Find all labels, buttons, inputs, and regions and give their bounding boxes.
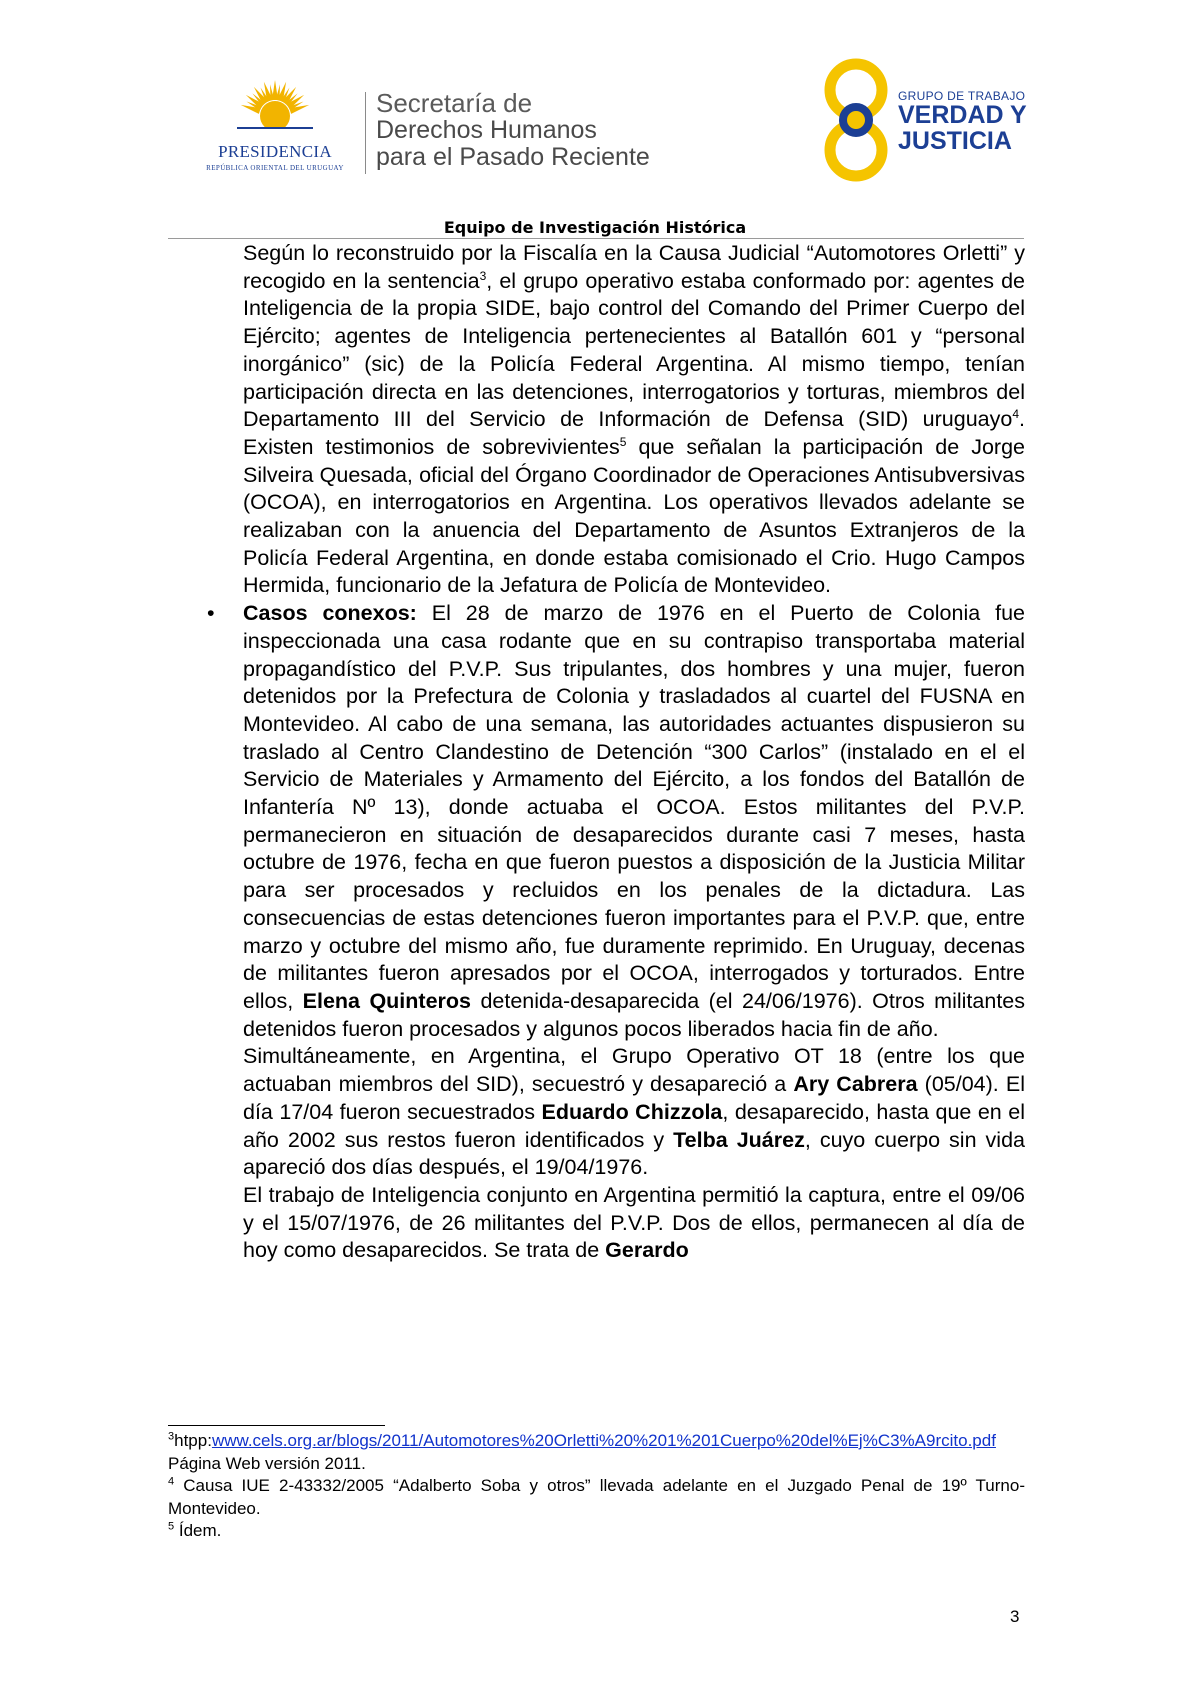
name-gerardo: Gerardo xyxy=(605,1238,689,1263)
grupo-trabajo-label: GRUPO DE TRABAJO xyxy=(898,89,1026,103)
footnote-mark-5: 5 xyxy=(168,1520,175,1533)
document-body xyxy=(207,240,1026,1265)
footnote-mark-3: 3 xyxy=(168,1430,175,1443)
paragraph-orletti: Según lo reconstruido por la Fiscalía en la Causa Judicial “Automotores Orletti” y recogido en la sentencia$^3$, el grupo operativo estaba conformado por: agentes de Inteligencia de la propia SIDE, bajo control del Comando del Primer Cuerpo del Ejército; agentes de Inteligencia pertenecientes al Batallón 601 y “personal inorgánico” (sic) de la Policía Federal Argentina. Al mismo tiempo, tenían participación directa en las detenciones, interrogatorios y torturas, miembros del Departamento III del Servicio de Información de Defensa (SID) uruguayo$^4$. Existen testimonios de sobrevivientes$^5$ que señalan la participación de Jorge Silveira Quesada, oficial del Órgano Coordinador de Operaciones Antisubversivas (OCOA), en interrogatorios en Argentina. Los operativos llevados adelante se realizaban con la anuencia del Departamento de Asuntos Extranjeros de la Policía Federal Argentina, en donde estaba comisionado el Crio. Hugo Campos Hermida, funcionario de la Jefatura de Policía de Montevideo. xyxy=(243,241,1026,598)
verdad-label: VERDAD Y xyxy=(898,101,1027,129)
sun-emblem-icon xyxy=(235,78,315,140)
paragraph-simultaneamente: Simultáneamente, en Argentina, el Grupo Operativo OT 18 (entre los que actuaban miembros del SID), secuestró y desapareció a Ary Cabrera (05/04). El día 17/04 fueron secuestrados Eduardo Chizzola, desaparecido, hasta que en el año 2002 sus restos fueron identificados y Telba Juárez, cuyo cuerpo sin vida apareció dos días después, el 19/04/1976. xyxy=(243,1044,1025,1180)
footnote-ref-5[interactable]: 5 xyxy=(619,434,627,449)
casos-conexos-label: Casos conexos: xyxy=(243,601,417,626)
secretaria-title xyxy=(376,90,650,171)
footnote-3-link[interactable]: www.cels.org.ar/blogs/2011/Automotores%20Orletti%20%201%201Cuerpo%20del%Ej%C3%A9rcito.pdf xyxy=(211,1431,996,1450)
header-rule xyxy=(168,238,1024,239)
footnote-mark-4: 4 xyxy=(168,1475,175,1488)
presidencia-name: PRESIDENCIA xyxy=(218,142,332,161)
footnote-ref-4[interactable]: 4 xyxy=(1012,407,1020,422)
footnote-ref-3[interactable]: 3 xyxy=(479,268,487,283)
rings-emblem-icon xyxy=(820,56,892,186)
justicia-label: JUSTICIA xyxy=(898,127,1012,155)
secretaria-line-3: para el Pasado Reciente xyxy=(376,143,650,171)
bullet-icon: • xyxy=(207,601,215,626)
paragraph-casos-conexos: • Casos conexos: El 28 de marzo de 1976 en el Puerto de Colonia fue inspeccionada una casa rodante que en su contrapiso transportaba material propagandístico del P.V.P. Sus tripulantes, dos hombres y una mujer, fueron detenidos por la Prefectura de Colonia y trasladados al cuartel del FUSNA en Montevideo. Al cabo de una semana, las autoridades actuantes dispusieron su traslado al Centro Clandestino de Detención “300 Carlos” (instalado en el el Servicio de Materiales y Armamento del Ejército, a los fondos del Batallón de Infantería Nº 13), donde actuaba el OCOA. Estos militantes del P.V.P. permanecieron en situación de desaparecidos durante casi 7 meses, hasta octubre de 1976, fecha en que fueron puestos a disposición de la Justicia Militar para ser procesados y recluidos en los penales de la dictadura. Las consecuencias de estas detenciones fueron importantes para el P.V.P. que, entre marzo y octubre del mismo año, fue duramente reprimido. En Uruguay, decenas de militantes fueron apresados por el OCOA, interrogados y torturados. Entre ellos, Elena Quinteros detenida-desaparecida (el 24/06/1976). Otros militantes detenidos fueron procesados y algunos pocos liberados hacia fin de año. xyxy=(207,601,1025,1041)
name-telba-juarez: Telba Juárez xyxy=(673,1127,805,1152)
footnote-rule xyxy=(168,1425,385,1426)
section-title: Equipo de Investigación Histórica xyxy=(443,218,747,237)
presidencia-subtitle: REPÚBLICA ORIENTAL DEL URUGUAY xyxy=(206,164,344,172)
name-eduardo-chizzola: Eduardo Chizzola xyxy=(541,1099,723,1124)
page-number: 3 xyxy=(1010,1607,1020,1626)
secretaria-line-2: Derechos Humanos xyxy=(376,116,597,144)
verdad-justicia-logo xyxy=(820,56,1040,186)
name-elena-quinteros: Elena Quinteros xyxy=(302,988,471,1013)
footnote-3: $^3$htpp:www.cels.org.ar/blogs/2011/Automotores%20Orletti%20%201%201Cuerpo%20del%Ej%C3%A9rcito.pdf Página Web versión 2011. xyxy=(168,1430,996,1473)
header-divider xyxy=(365,92,366,174)
footnote-4: $^4$ Causa IUE 2-43332/2005 “Adalberto Soba y otros” llevada adelante en el Juzgado Penal de 19º Turno-Montevideo. xyxy=(168,1475,1025,1518)
name-ary-cabrera: Ary Cabrera xyxy=(793,1072,918,1097)
footnotes xyxy=(168,1430,1025,1543)
paragraph-trabajo-inteligencia: El trabajo de Inteligencia conjunto en Argentina permitió la captura, entre el 09/06 y el 15/07/1976, de 26 militantes del P.V.P. Dos de ellos, permanecen al día de hoy como desaparecidos. Se trata de Gerardo xyxy=(243,1182,1025,1263)
secretaria-line-1: Secretaría de xyxy=(376,88,533,118)
footnote-5: $^5$ Ídem. xyxy=(168,1520,222,1540)
presidencia-logo xyxy=(195,78,355,183)
